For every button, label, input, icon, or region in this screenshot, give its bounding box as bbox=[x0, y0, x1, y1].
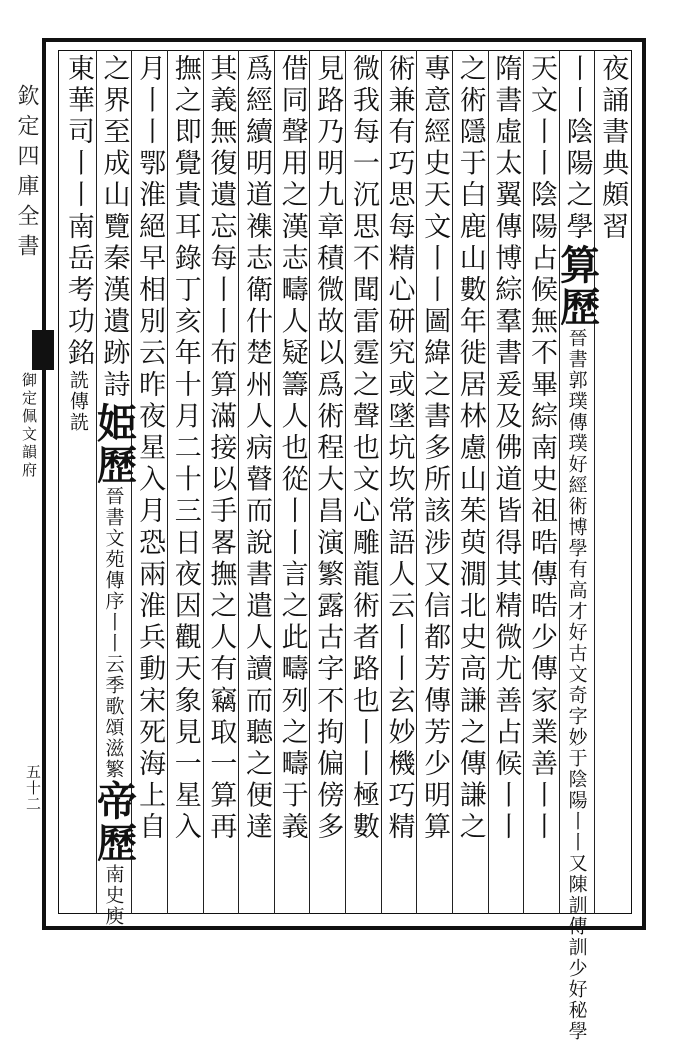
column-text: 月丨丨鄂淮絕早相別云昨夜星入月恐兩淮兵動宋死海上自 bbox=[134, 54, 166, 844]
headword: 帝歷 bbox=[90, 779, 138, 864]
text-column bbox=[450, 54, 490, 910]
book-title: 御定佩文韻府 bbox=[20, 372, 38, 480]
column-text: 爲經續明道襍志衛什楚州人病瞽而說書遣人讀而聽之便達 bbox=[240, 54, 272, 844]
annotation: 晉書郭璞傳璞好經術博學有高才好古文奇字妙于陰陽丨丨又陳訓傳訓少好秘學 bbox=[565, 327, 588, 1042]
column-text: 之術隱于白鹿山數年徙居林慮山茱萸㵎北史高謙之傳謙之 bbox=[454, 54, 486, 844]
column-text: 之界至成山覽秦漢遺跡詩 bbox=[98, 54, 130, 402]
text-column bbox=[236, 54, 276, 910]
edge-title: 欽定四庫全書 bbox=[14, 84, 39, 264]
text-column bbox=[378, 54, 418, 910]
text-column bbox=[165, 54, 205, 910]
text-column bbox=[485, 54, 525, 910]
text-column bbox=[90, 54, 138, 927]
text-column bbox=[343, 54, 383, 910]
column-text: 微我每一沉思不聞雷霆之聲也文心雕龍術者路也丨丨極數 bbox=[347, 54, 379, 844]
text-column bbox=[553, 54, 601, 1042]
text-column bbox=[414, 54, 454, 910]
annotation: 南史庾 bbox=[102, 863, 125, 927]
annotation: 晉書文苑傳序丨丨云季歌頌滋繁 bbox=[102, 485, 125, 780]
column-text: 見路乃明九章積微故以爲術程大昌演繁露古字不拘偏傍多 bbox=[312, 54, 344, 844]
text-column bbox=[307, 54, 347, 910]
annotation: 詵傳詵 bbox=[66, 370, 89, 433]
text-column bbox=[272, 54, 312, 910]
column-text: 天文丨丨陰陽占候無不畢綜南史祖晧傳晧少傳家業善丨丨 bbox=[525, 54, 557, 844]
column-text: 借同聲用之漢志疇人疑籌人也從丨丨言之此疇列之疇于義 bbox=[276, 54, 308, 844]
column-text: 撫之即覺貴耳錄丁亥年十月二十三日夜因觀天象見一星入 bbox=[169, 54, 201, 844]
column-text: 其義無復遺忘每丨丨布算滿接以手畧撫之人有竊取一算再 bbox=[205, 54, 237, 844]
text-column bbox=[521, 54, 561, 910]
headword: 姫歷 bbox=[90, 401, 138, 486]
page-number: 五十二 bbox=[24, 764, 42, 812]
column-text: 術兼有巧思每精心研究或墜坑坎常語人云丨丨玄妙機巧精 bbox=[383, 54, 415, 844]
column-text: 專意經史天文丨丨圖緯之書多所該涉又信都芳傳芳少明算 bbox=[419, 54, 451, 844]
text-column bbox=[200, 54, 240, 910]
text-column bbox=[58, 54, 98, 910]
column-text: 夜誦書典頗習 bbox=[597, 54, 629, 244]
column-text: 東華司丨丨南岳考功銘 bbox=[62, 54, 94, 370]
column-text: 丨丨陰陽之學 bbox=[561, 54, 593, 244]
column-text: 隋書虛太翼傳博綜羣書爰及佛道皆得其精微尤善占候丨丨 bbox=[490, 54, 522, 844]
headword: 算歷 bbox=[553, 243, 601, 328]
text-column bbox=[592, 54, 632, 910]
